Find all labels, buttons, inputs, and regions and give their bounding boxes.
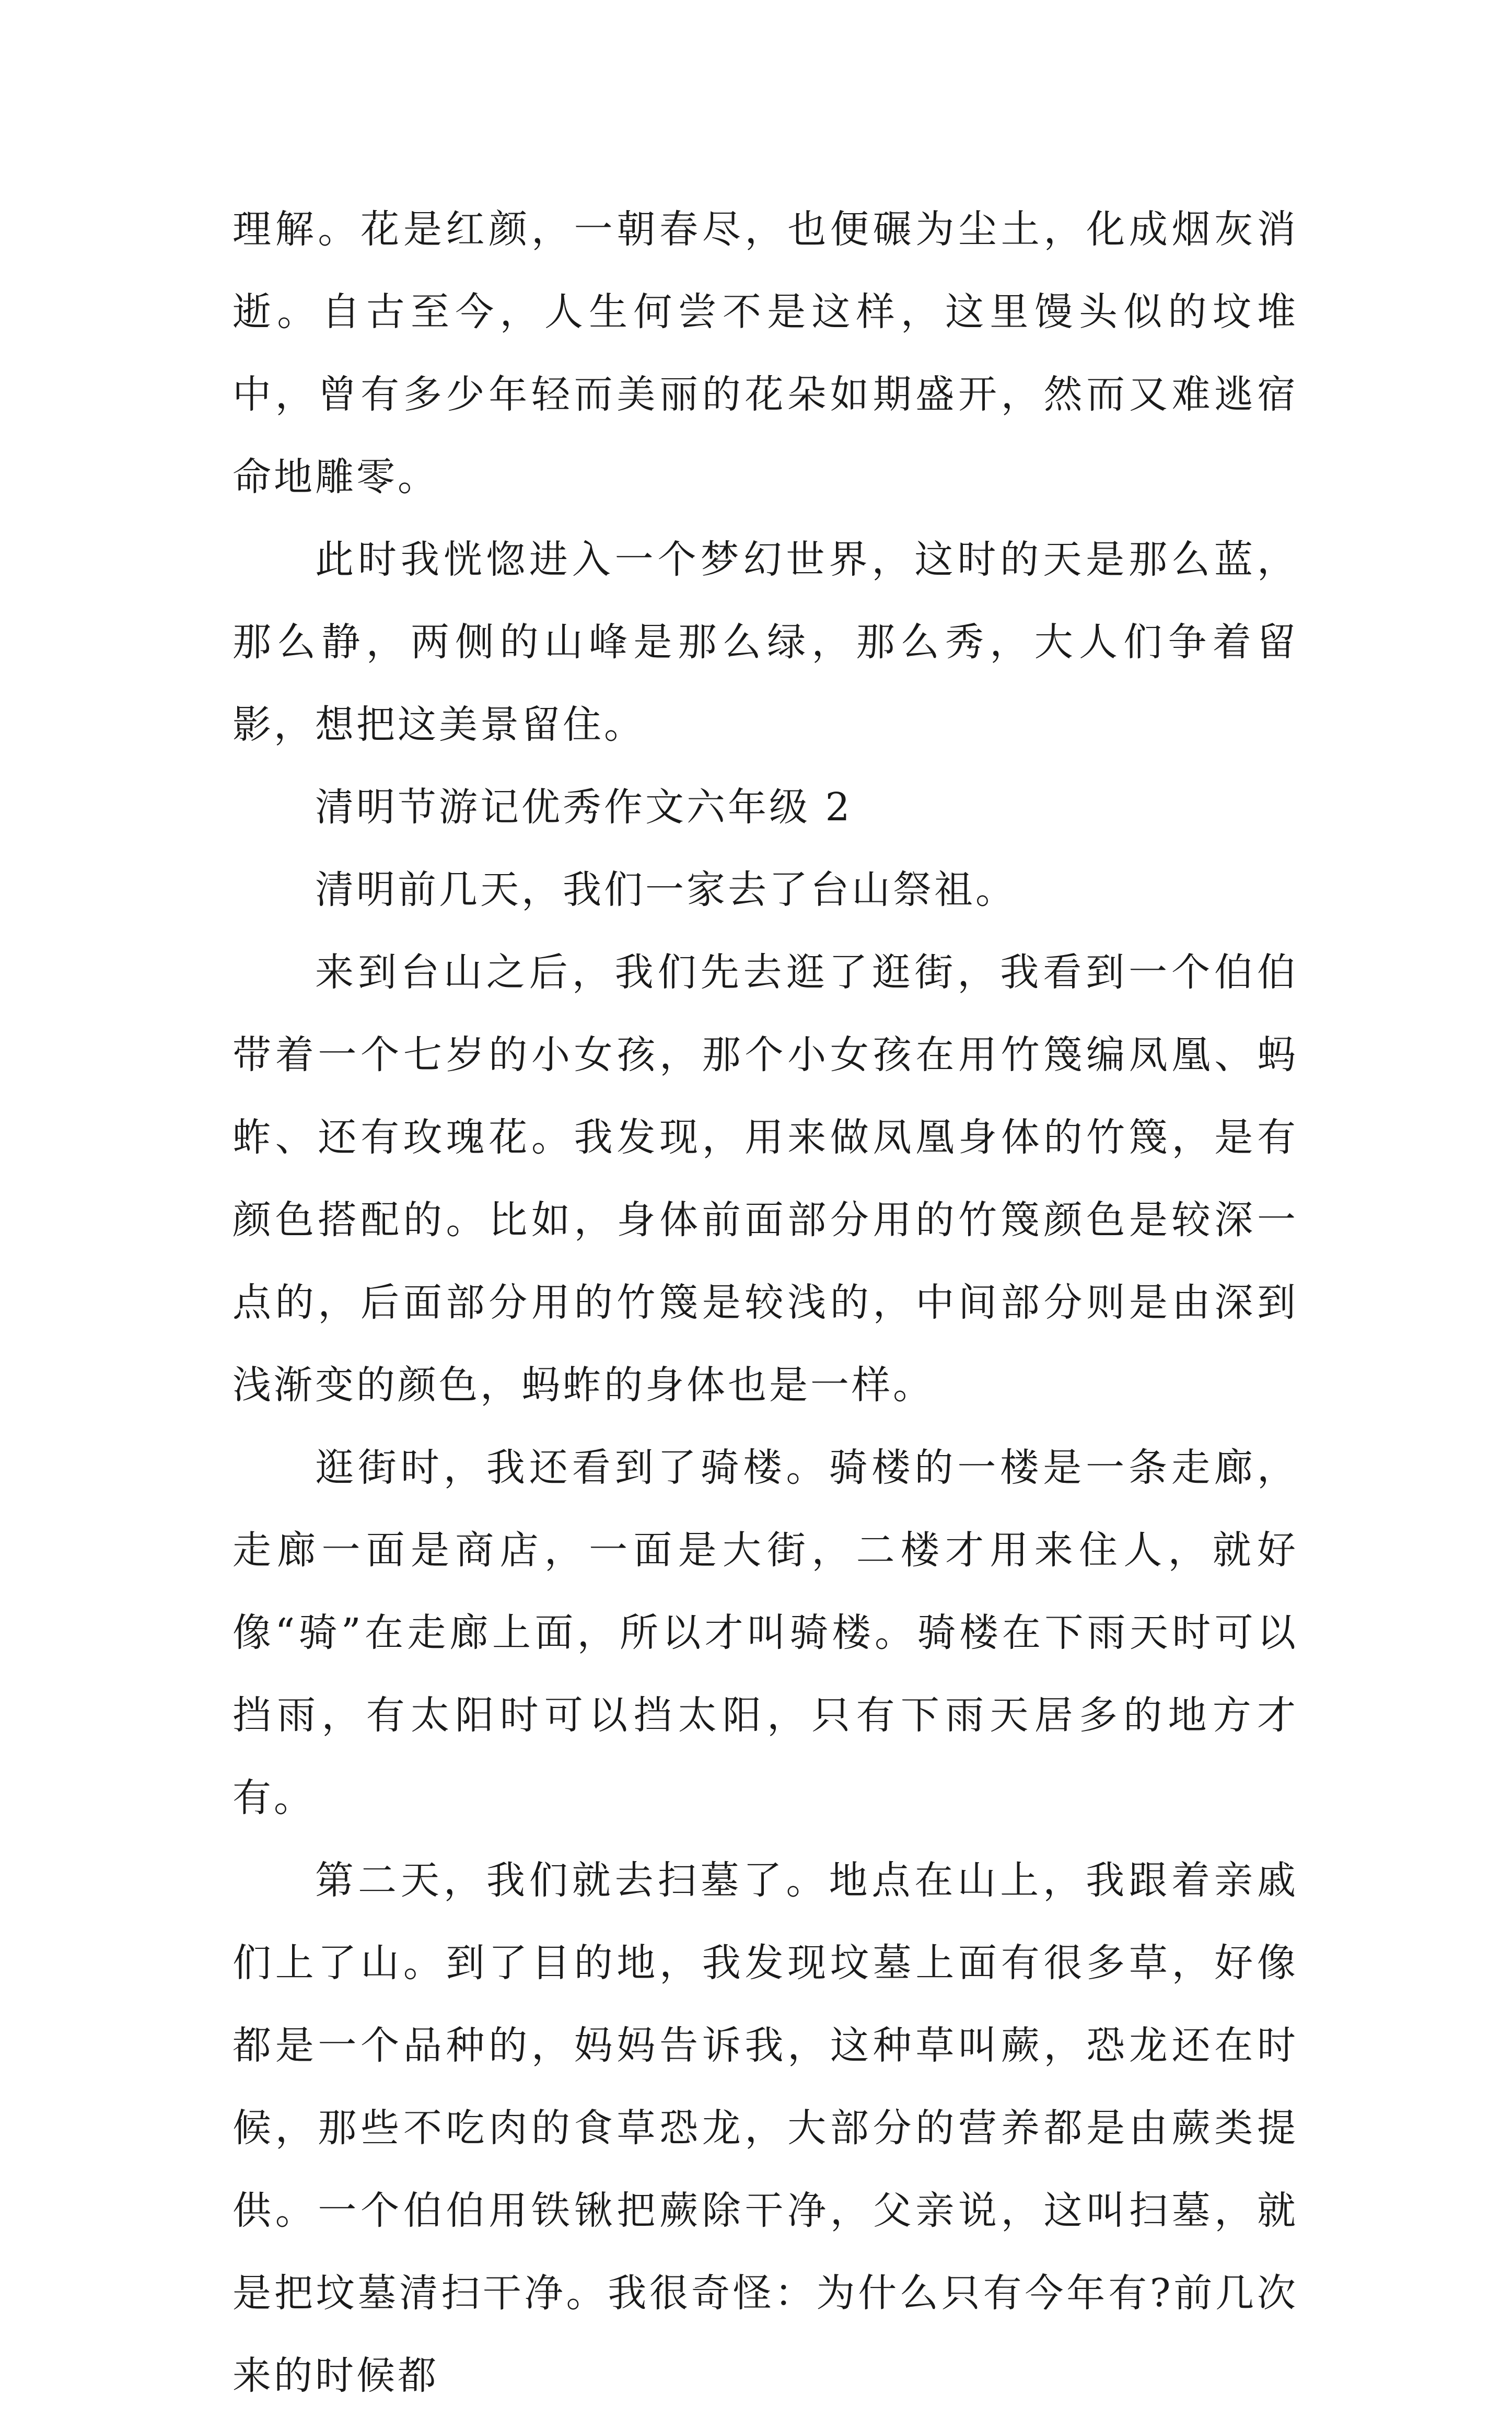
- paragraph-bamboo-craft: 来到台山之后，我们先去逛了逛街，我看到一个伯伯带着一个七岁的小女孩，那个小女孩在用竹篾编凤凰、蚂蚱、还有玫瑰花。我发现，用来做凤凰身体的竹篾，是有颜色搭配的。比如，身体前面部分用的竹篾颜色是较深一点的，后面部分用的竹篾是较浅的，中间部分则是由深到浅渐变的颜色，蚂蚱的身体也是一样。: [232, 950, 1298, 1408]
- paragraph-intro: 清明前几天，我们一家去了台山祭祖。: [315, 867, 1017, 912]
- paragraph-arcade-buildings: 逛街时，我还看到了骑楼。骑楼的一楼是一条走廊，走廊一面是商店，一面是大街，二楼才用来住人，就好像“骑”在走廊上面，所以才叫骑楼。骑楼在下雨天时可以挡雨，有太阳时可以挡太阳，只有下雨天居多的地方才有。: [232, 1445, 1298, 1820]
- paragraph-dreamlike-world: 此时我恍惚进入一个梦幻世界，这时的天是那么蓝，那么静，两侧的山峰是那么绿，那么秀，大人们争着留影，想把这美景留住。: [232, 537, 1298, 747]
- essay-title: 清明节游记优秀作文六年级 2: [315, 785, 853, 830]
- paragraph-continuation: 理解。花是红颜，一朝春尽，也便碾为尘土，化成烟灰消逝。自古至今，人生何尝不是这样，这里馒头似的坟堆中，曾有多少年轻而美丽的花朵如期盛开，然而又难逃宿命地雕零。: [232, 207, 1298, 499]
- paragraph-tomb-sweeping: 第二天，我们就去扫墓了。地点在山上，我跟着亲戚们上了山。到了目的地，我发现坟墓上面有很多草，好像都是一个品种的，妈妈告诉我，这种草叫蕨，恐龙还在时候，那些不吃肉的食草恐龙，大部分的营养都是由蕨类提供。一个伯伯用铁锹把蕨除干净，父亲说，这叫扫墓，就是把坟墓清扫干净。我很奇怪：为什么只有今年有?前几次来的时候都: [232, 1858, 1298, 2398]
- essay-body: [232, 188, 1298, 2417]
